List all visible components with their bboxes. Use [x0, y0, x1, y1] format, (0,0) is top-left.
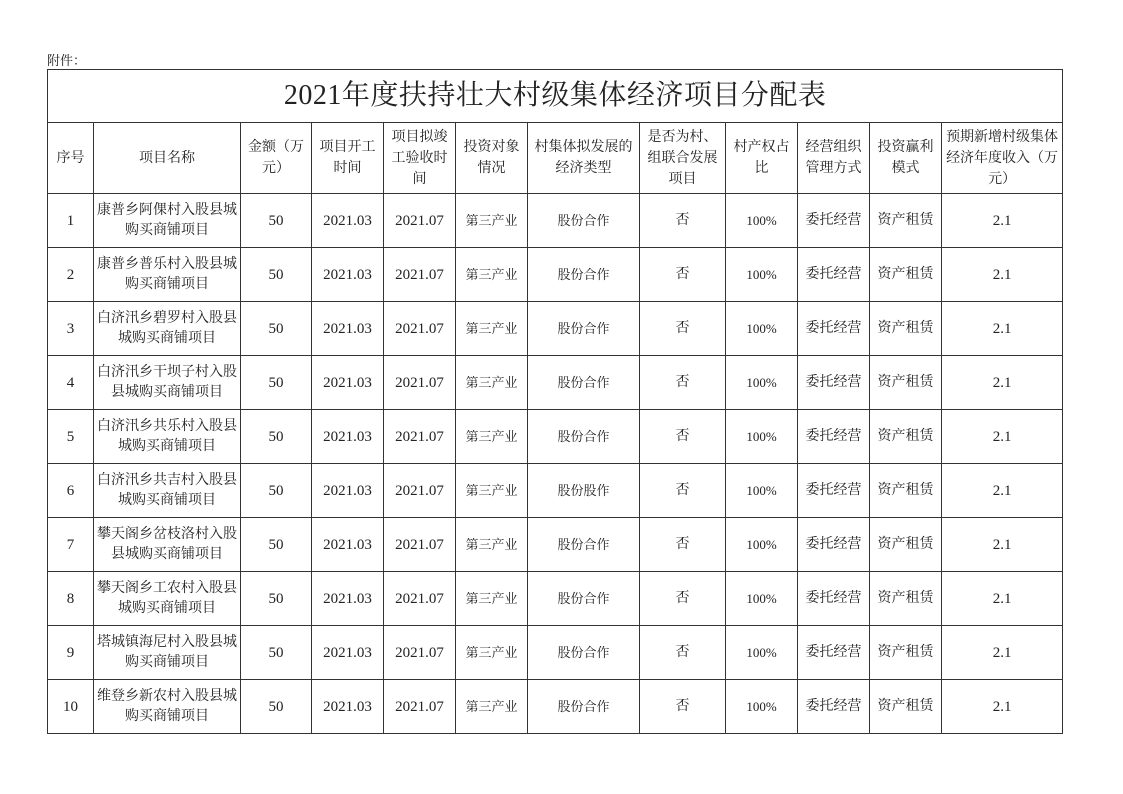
cell-economy-type: 股份合作 — [528, 518, 640, 572]
cell-equity-share: 100% — [726, 464, 798, 518]
table-row — [48, 410, 1063, 464]
cell-investment-target: 第三产业 — [456, 572, 528, 626]
cell-expected-income: 2.1 — [942, 194, 1063, 248]
cell-seq: 10 — [48, 680, 94, 734]
header-management-mode: 经营组织管理方式 — [798, 123, 870, 194]
cell-joint-project: 否 — [640, 356, 726, 410]
cell-equity-share: 100% — [726, 572, 798, 626]
cell-amount: 50 — [241, 248, 312, 302]
cell-economy-type: 股份股作 — [528, 464, 640, 518]
cell-seq: 3 — [48, 302, 94, 356]
cell-economy-type: 股份合作 — [528, 302, 640, 356]
header-project-name: 项目名称 — [94, 123, 241, 194]
cell-start-time: 2021.03 — [312, 572, 384, 626]
cell-joint-project: 否 — [640, 572, 726, 626]
header-equity-share: 村产权占比 — [726, 123, 798, 194]
cell-expected-income: 2.1 — [942, 410, 1063, 464]
cell-management-mode: 委托经营 — [798, 356, 870, 410]
cell-completion-time: 2021.07 — [384, 518, 456, 572]
table-row — [48, 194, 1063, 248]
allocation-table — [47, 69, 1063, 734]
cell-economy-type: 股份合作 — [528, 248, 640, 302]
cell-profit-model: 资产租赁 — [870, 410, 942, 464]
cell-expected-income: 2.1 — [942, 356, 1063, 410]
cell-amount: 50 — [241, 194, 312, 248]
cell-completion-time: 2021.07 — [384, 410, 456, 464]
header-investment-target: 投资对象情况 — [456, 123, 528, 194]
cell-management-mode: 委托经营 — [798, 248, 870, 302]
header-start-time: 项目开工时间 — [312, 123, 384, 194]
header-row — [48, 123, 1063, 194]
cell-completion-time: 2021.07 — [384, 626, 456, 680]
cell-economy-type: 股份合作 — [528, 356, 640, 410]
cell-equity-share: 100% — [726, 410, 798, 464]
cell-investment-target: 第三产业 — [456, 356, 528, 410]
cell-expected-income: 2.1 — [942, 680, 1063, 734]
cell-management-mode: 委托经营 — [798, 626, 870, 680]
cell-management-mode: 委托经营 — [798, 572, 870, 626]
cell-management-mode: 委托经营 — [798, 410, 870, 464]
cell-joint-project: 否 — [640, 464, 726, 518]
cell-completion-time: 2021.07 — [384, 356, 456, 410]
cell-profit-model: 资产租赁 — [870, 626, 942, 680]
cell-equity-share: 100% — [726, 248, 798, 302]
cell-investment-target: 第三产业 — [456, 302, 528, 356]
cell-profit-model: 资产租赁 — [870, 518, 942, 572]
cell-start-time: 2021.03 — [312, 464, 384, 518]
cell-management-mode: 委托经营 — [798, 302, 870, 356]
cell-management-mode: 委托经营 — [798, 194, 870, 248]
cell-project-name: 攀天阁乡工农村入股县城购买商铺项目 — [94, 572, 241, 626]
table-row — [48, 248, 1063, 302]
cell-economy-type: 股份合作 — [528, 626, 640, 680]
cell-completion-time: 2021.07 — [384, 572, 456, 626]
cell-equity-share: 100% — [726, 518, 798, 572]
cell-seq: 6 — [48, 464, 94, 518]
cell-amount: 50 — [241, 464, 312, 518]
cell-expected-income: 2.1 — [942, 572, 1063, 626]
table-row — [48, 356, 1063, 410]
cell-economy-type: 股份合作 — [528, 572, 640, 626]
cell-seq: 4 — [48, 356, 94, 410]
cell-economy-type: 股份合作 — [528, 410, 640, 464]
cell-completion-time: 2021.07 — [384, 464, 456, 518]
cell-management-mode: 委托经营 — [798, 680, 870, 734]
cell-joint-project: 否 — [640, 248, 726, 302]
cell-investment-target: 第三产业 — [456, 464, 528, 518]
cell-start-time: 2021.03 — [312, 680, 384, 734]
cell-investment-target: 第三产业 — [456, 410, 528, 464]
cell-equity-share: 100% — [726, 680, 798, 734]
cell-seq: 5 — [48, 410, 94, 464]
cell-amount: 50 — [241, 572, 312, 626]
cell-equity-share: 100% — [726, 356, 798, 410]
cell-investment-target: 第三产业 — [456, 680, 528, 734]
cell-amount: 50 — [241, 410, 312, 464]
cell-project-name: 康普乡普乐村入股县城购买商铺项目 — [94, 248, 241, 302]
cell-expected-income: 2.1 — [942, 464, 1063, 518]
cell-profit-model: 资产租赁 — [870, 464, 942, 518]
cell-joint-project: 否 — [640, 626, 726, 680]
cell-joint-project: 否 — [640, 410, 726, 464]
cell-amount: 50 — [241, 356, 312, 410]
header-economy-type: 村集体拟发展的经济类型 — [528, 123, 640, 194]
cell-project-name: 白济汛乡共吉村入股县城购买商铺项目 — [94, 464, 241, 518]
cell-expected-income: 2.1 — [942, 248, 1063, 302]
cell-equity-share: 100% — [726, 626, 798, 680]
cell-joint-project: 否 — [640, 194, 726, 248]
header-expected-income: 预期新增村级集体经济年度收入（万元） — [942, 123, 1063, 194]
cell-completion-time: 2021.07 — [384, 248, 456, 302]
cell-start-time: 2021.03 — [312, 410, 384, 464]
header-joint-project: 是否为村、组联合发展项目 — [640, 123, 726, 194]
table-row — [48, 302, 1063, 356]
cell-amount: 50 — [241, 626, 312, 680]
cell-equity-share: 100% — [726, 194, 798, 248]
cell-amount: 50 — [241, 518, 312, 572]
table-row — [48, 626, 1063, 680]
cell-equity-share: 100% — [726, 302, 798, 356]
cell-seq: 7 — [48, 518, 94, 572]
cell-start-time: 2021.03 — [312, 356, 384, 410]
cell-completion-time: 2021.07 — [384, 680, 456, 734]
cell-investment-target: 第三产业 — [456, 626, 528, 680]
cell-start-time: 2021.03 — [312, 626, 384, 680]
cell-seq: 8 — [48, 572, 94, 626]
table-row — [48, 680, 1063, 734]
header-profit-model: 投资赢利模式 — [870, 123, 942, 194]
table-row — [48, 464, 1063, 518]
cell-seq: 2 — [48, 248, 94, 302]
cell-investment-target: 第三产业 — [456, 194, 528, 248]
cell-profit-model: 资产租赁 — [870, 680, 942, 734]
cell-joint-project: 否 — [640, 302, 726, 356]
header-amount: 金额（万元） — [241, 123, 312, 194]
table-title: 2021年度扶持壮大村级集体经济项目分配表 — [48, 70, 1063, 123]
cell-project-name: 白济汛乡共乐村入股县城购买商铺项目 — [94, 410, 241, 464]
cell-joint-project: 否 — [640, 518, 726, 572]
table-row — [48, 518, 1063, 572]
cell-seq: 9 — [48, 626, 94, 680]
cell-seq: 1 — [48, 194, 94, 248]
cell-profit-model: 资产租赁 — [870, 194, 942, 248]
header-seq: 序号 — [48, 123, 94, 194]
cell-management-mode: 委托经营 — [798, 464, 870, 518]
cell-expected-income: 2.1 — [942, 302, 1063, 356]
cell-project-name: 康普乡阿倮村入股县城购买商铺项目 — [94, 194, 241, 248]
cell-project-name: 白济汛乡碧罗村入股县城购买商铺项目 — [94, 302, 241, 356]
cell-completion-time: 2021.07 — [384, 302, 456, 356]
cell-start-time: 2021.03 — [312, 194, 384, 248]
cell-investment-target: 第三产业 — [456, 248, 528, 302]
cell-profit-model: 资产租赁 — [870, 572, 942, 626]
cell-project-name: 塔城镇海尼村入股县城购买商铺项目 — [94, 626, 241, 680]
attachment-label: 附件： — [47, 53, 87, 68]
cell-expected-income: 2.1 — [942, 626, 1063, 680]
cell-management-mode: 委托经营 — [798, 518, 870, 572]
table-row — [48, 572, 1063, 626]
cell-profit-model: 资产租赁 — [870, 248, 942, 302]
cell-profit-model: 资产租赁 — [870, 356, 942, 410]
cell-start-time: 2021.03 — [312, 518, 384, 572]
header-completion-time: 项目拟竣工验收时间 — [384, 123, 456, 194]
cell-economy-type: 股份合作 — [528, 680, 640, 734]
cell-completion-time: 2021.07 — [384, 194, 456, 248]
cell-start-time: 2021.03 — [312, 302, 384, 356]
cell-project-name: 攀天阁乡岔枝洛村入股县城购买商铺项目 — [94, 518, 241, 572]
cell-expected-income: 2.1 — [942, 518, 1063, 572]
cell-joint-project: 否 — [640, 680, 726, 734]
cell-project-name: 维登乡新农村入股县城购买商铺项目 — [94, 680, 241, 734]
cell-project-name: 白济汛乡干坝子村入股县城购买商铺项目 — [94, 356, 241, 410]
cell-profit-model: 资产租赁 — [870, 302, 942, 356]
cell-start-time: 2021.03 — [312, 248, 384, 302]
cell-amount: 50 — [241, 680, 312, 734]
cell-amount: 50 — [241, 302, 312, 356]
cell-investment-target: 第三产业 — [456, 518, 528, 572]
cell-economy-type: 股份合作 — [528, 194, 640, 248]
